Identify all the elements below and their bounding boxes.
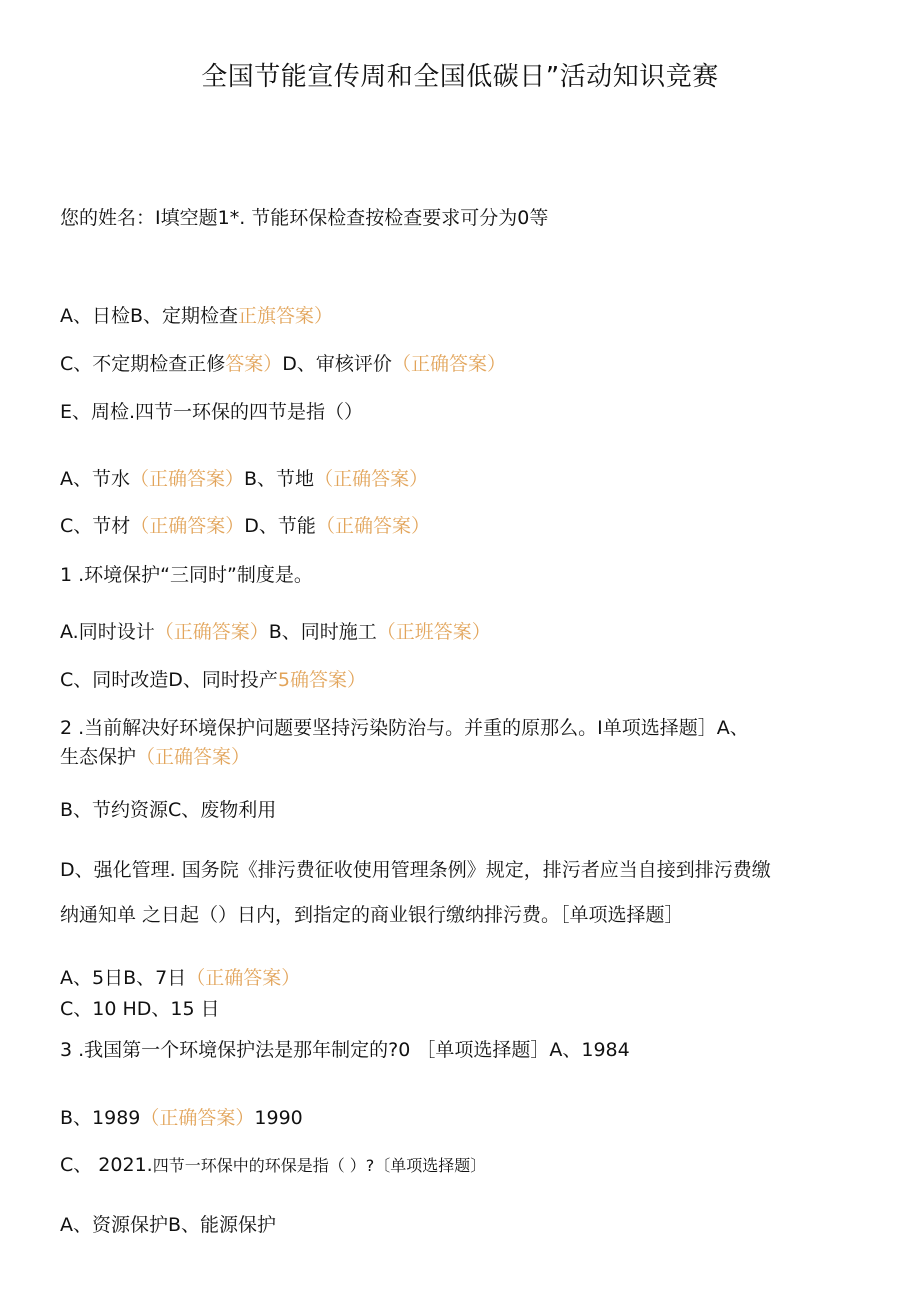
q6-option-line-2	[60, 1153, 870, 1178]
option-text: D、节能	[244, 515, 316, 537]
option-text: B、1989	[60, 1107, 141, 1129]
option-text: C、 2021.	[60, 1154, 153, 1176]
answer-mark: （正确答案）	[154, 621, 269, 643]
q2-option-line-1	[60, 467, 870, 491]
option-text: A、5日B、7日	[60, 967, 187, 989]
answer-mark: （正确答案）	[391, 353, 506, 375]
q5-option-line-2: C、10 HD、15 日	[60, 998, 220, 1020]
answer-mark: （正确答案）	[315, 515, 430, 537]
option-text: 1990	[254, 1107, 303, 1129]
name-line: 您的姓名：I填空题1*. 节能环保检查按检查要求可分为0等	[60, 207, 549, 229]
q1-option-line-2	[60, 352, 870, 376]
answer-mark: （正确答案）	[130, 515, 245, 537]
q3-option-line-1	[60, 620, 870, 644]
q1-option-line-3: E、周检.四节一环保的四节是指（）	[60, 401, 364, 423]
answer-mark: （正确答案）	[140, 1107, 255, 1129]
option-text: C、同时改造D、同时投产	[60, 669, 278, 691]
answer-mark: （正确答案）	[136, 746, 251, 768]
answer-mark: （正确答案）	[314, 468, 429, 490]
q6-option-line-3: A、资源保护B、能源保护	[60, 1214, 277, 1236]
option-text: C、不定期检查正修	[60, 353, 226, 375]
answer-mark: 正旗答案）	[238, 305, 334, 327]
question-text: 四节一环保中的环保是指（ ）?〔单项选择题〕	[152, 1156, 487, 1175]
q3-stem: 1 .环境保护“三同时”制度是。	[60, 564, 313, 586]
document-title: 全国节能宣传周和全国低碳日”活动知识竞赛	[201, 62, 719, 92]
q2-option-line-2	[60, 514, 870, 538]
option-text: A、日检B、定期检查	[60, 305, 239, 327]
q1-option-line-1	[60, 304, 870, 328]
q4-option-line-2: B、节约资源C、废物利用	[60, 799, 277, 821]
option-text: A.同时设计	[60, 621, 155, 643]
answer-mark: （正确答案）	[130, 468, 245, 490]
option-text: C、节材	[60, 515, 131, 537]
q4-option-line-4: 纳通知单 之日起（）日内，到指定的商业银行缴纳排污费。［单项选择题］	[60, 904, 684, 926]
q4-stem: 2 .当前解决好环境保护问题要坚持污染防治与。并重的原那么。I单项选择题］A、	[60, 717, 749, 739]
option-text: B、节地	[244, 468, 315, 490]
q5-option-line-1	[60, 966, 870, 990]
option-text: A、节水	[60, 468, 130, 490]
option-text: B、同时施工	[268, 621, 377, 643]
q6-stem: 3 .我国第一个环境保护法是那年制定的?0 ［单项选择题］A、1984	[60, 1039, 630, 1061]
q4-option-line-1	[60, 745, 870, 769]
q6-option-line-1	[60, 1106, 870, 1130]
answer-mark: 5确答案）	[277, 669, 366, 691]
q4-option-line-3: D、强化管理. 国务院《排污费征收使用管理条例》规定，排污者应当自接到排污费缴	[60, 859, 771, 881]
option-text: 生态保护	[60, 746, 137, 768]
option-text: D、审核评价	[282, 353, 392, 375]
answer-mark: 答案）	[225, 353, 283, 375]
answer-mark: （正班答案）	[376, 621, 491, 643]
q3-option-line-2	[60, 668, 870, 692]
answer-mark: （正确答案）	[186, 967, 301, 989]
